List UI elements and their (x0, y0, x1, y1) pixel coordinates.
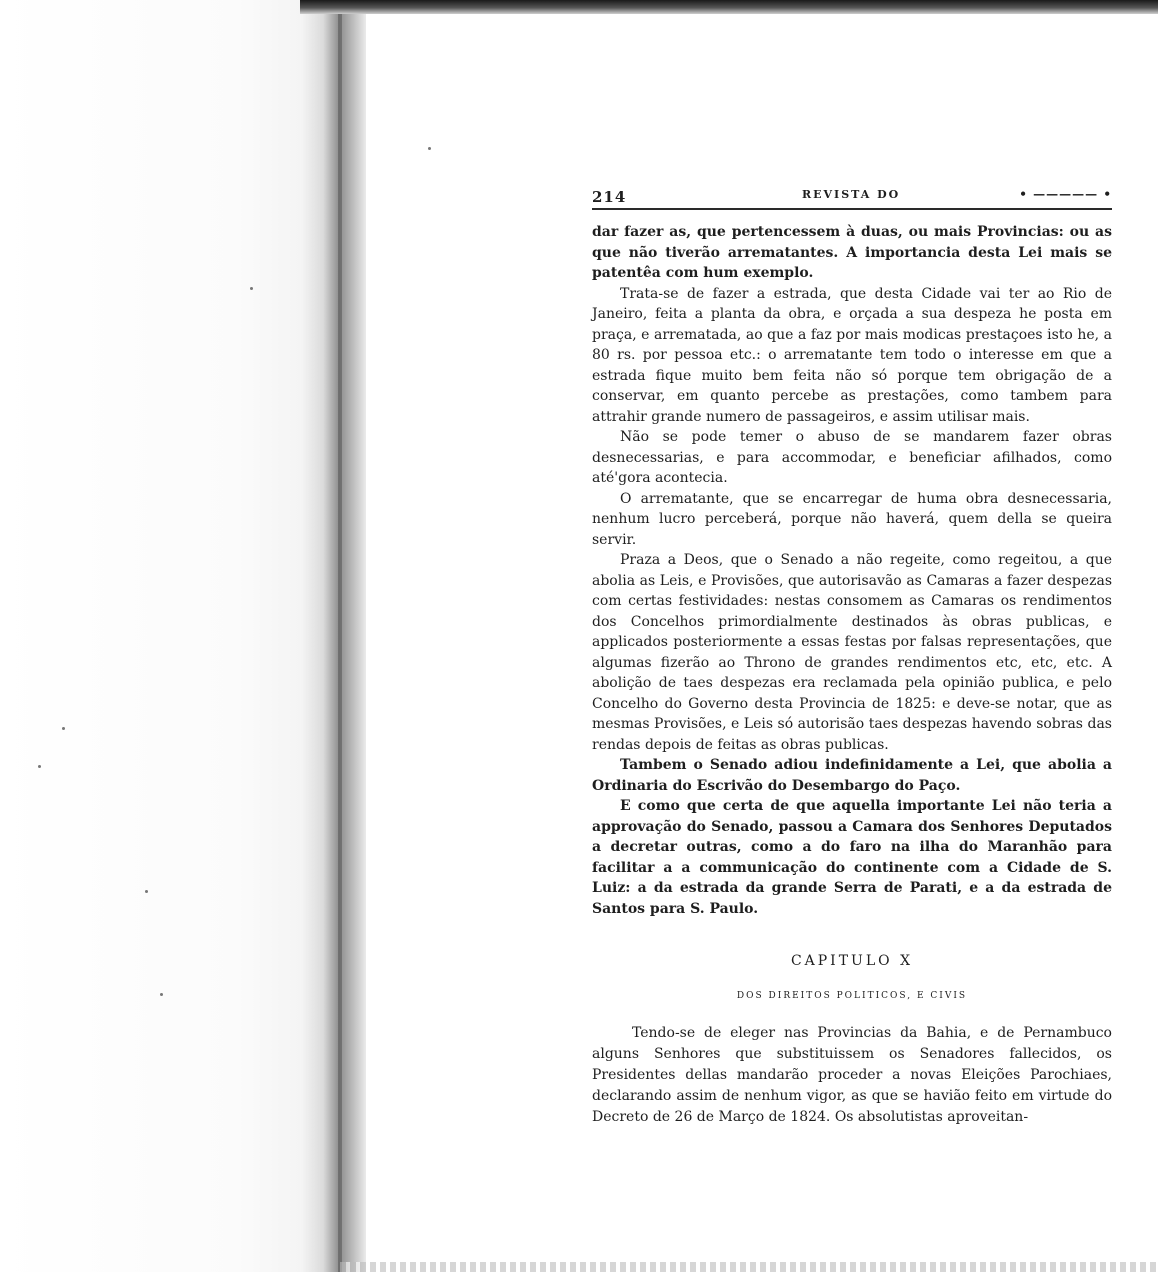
running-title: REVISTA DO (802, 188, 901, 201)
scan-speck (250, 287, 253, 290)
chapter-text (592, 1023, 1112, 1128)
chapter-title: CAPITULO X (790, 953, 914, 969)
paragraph: dar fazer as, que pertencessem à duas, ou mais Provincias: ou as que não tiverão arrematantes. A importancia desta Lei mais se patentêa com hum exemplo. (592, 224, 1112, 281)
scan-speck (160, 993, 163, 996)
body-text (592, 222, 1112, 919)
page-top-edge-shadow (300, 0, 1158, 14)
book-gutter (300, 0, 366, 1272)
scan-speck (428, 147, 431, 150)
header-rule (592, 208, 1112, 210)
paragraph: Tambem o Senado adiou indefinidamente a Lei, que abolia a Ordinaria do Escrivão do Desembargo do Paço. (592, 757, 1112, 794)
paragraph: Tendo-se de eleger nas Provincias da Bahia, e de Pernambuco alguns Senhores que substituissem os Senadores fallecidos, os Presidentes dellas mandarão proceder a novas Eleições Parochiaes, declarando assim de nenhum vigor, as que se havião feito em virtude do Decreto de 26 de Março de 1824. Os absolutistas aproveitan- (592, 1025, 1112, 1125)
scan-speck (38, 765, 41, 768)
left-blank-page (0, 0, 340, 1272)
paragraph: E como que certa de que aquella importante Lei não teria a approvação do Senado, passou a Camara dos Senhores Deputados a decretar outras, como a do faro na ilha do Maranhão para facilitar a a communicação do continente com a Cidade de S. Luiz: a da estrada da grande Serra de Parati, e a da estrada de Santos para S. Paulo. (592, 798, 1112, 917)
paragraph: O arrematante, que se encarregar de huma obra desnecessaria, nenhum lucro perceberá, porque não haverá, quem della se queira servir. (592, 490, 1112, 548)
running-head (592, 184, 1112, 208)
book-page (592, 184, 1112, 1128)
section-title: DOS DIREITOS POLITICOS, E CIVIS (736, 991, 968, 1001)
paragraph: Praza a Deos, que o Senado a não regeite, como regeitou, a que abolia as Leis, e Provisões, que autorisavão as Camaras a fazer despezas com certas festividades: nestas consomem as Camaras os rendimentos dos Concelhos primordialmente destinados às obras publicas, e applicados posteriormente a essas festas por falsas representações, que algumas fizerão ao Throno de grandes rendimentos etc, etc, etc. A abolição de taes despezas era reclamada pela opinião publica, e pelo Concelho do Governo desta Provincia de 1825: e deve-se notar, que as mesmas Provisões, e Leis só autorisão taes despezas havendo sobras das rendas depois de feitas as obras publicas. (592, 552, 1112, 753)
paragraph: Não se pode temer o abuso de se mandarem fazer obras desnecessarias, e para accommodar, e beneficiar afilhados, como até'gora acontecia. (592, 429, 1112, 486)
scan-speck (62, 727, 65, 730)
scan-speck (145, 890, 148, 893)
header-ornament: • ————— • (1019, 187, 1112, 201)
page-number: 214 (592, 188, 627, 206)
paragraph: Trata-se de fazer a estrada, que desta Cidade vai ter ao Rio de Janeiro, feita a planta da obra, e orçada a sua despeza he posta em praça, e arrematada, ao que a faz por mais modicas prestaçoes isto he, a 80 rs. por pessoa etc.: o arrematante tem todo o interesse em que a estrada fique muito bem feita não só porque tem obrigação de a conservar, em quanto percebe as prestações, como tambem para attrahir grande numero de passageiros, e assim utilisar mais. (592, 285, 1112, 425)
page-bottom-edge (340, 1262, 1158, 1272)
